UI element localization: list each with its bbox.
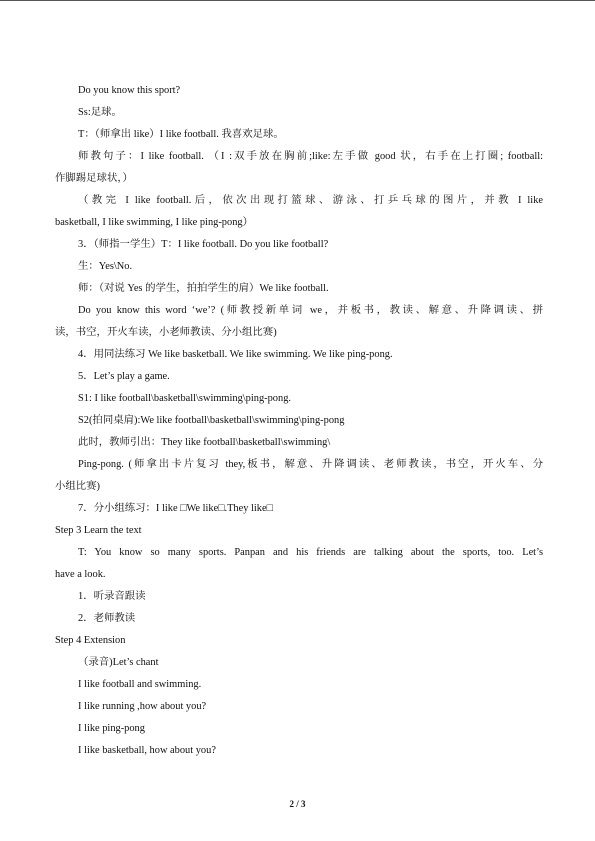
paragraph-line: Ss:足球。 <box>78 107 122 118</box>
paragraph-line: 读，书空，开火车读，小老师教读、分小组比赛) <box>55 327 277 338</box>
paragraph-line: I like ping-pong <box>78 723 145 734</box>
paragraph-line: 2．老师教读 <box>78 613 136 624</box>
paragraph-line: 5．Let’s play a game. <box>78 371 170 382</box>
paragraph-line: 4．用同法练习 We like basketball. We like swimming. We like ping-pong. <box>78 349 393 360</box>
paragraph-line: Do you know this sport? <box>78 85 181 96</box>
paragraph-line: （录音)Let’s chant <box>78 657 159 668</box>
paragraph-line: I like running ,how about you? <box>78 701 207 712</box>
paragraph-line: 此时，教师引出：They like football\basketball\swimming\ <box>78 437 331 448</box>
section-heading: Step 4 Extension <box>55 635 126 646</box>
paragraph-line: I like basketball, how about you? <box>78 745 216 756</box>
paragraph-line: 生：Yes\No. <box>78 261 133 272</box>
document-body <box>55 80 543 762</box>
paragraph-line: Ping-pong. (师拿出卡片复习 they,板书，解意、升降调读、老师教读，书空，开火车、分 <box>78 459 543 470</box>
paragraph-line: have a look. <box>55 569 106 580</box>
paragraph-line: 3．（师指一学生）T：I like football. Do you like football? <box>78 239 329 250</box>
paragraph-line: 1．听录音跟读 <box>78 591 146 602</box>
paragraph-line: S2(拍同桌肩):We like football\basketball\swimming\ping-pong <box>78 415 345 426</box>
paragraph-line: Do you know this word ‘we’? (师教授新单词 we，并板书，教读、解意、升降调读、拼 <box>78 305 543 316</box>
paragraph-line: I like football and swimming. <box>78 679 202 690</box>
header-rule <box>0 0 595 1</box>
paragraph-line: basketball, I like swimming, I like ping-pong） <box>55 217 253 228</box>
paragraph-line: 师：（对说 Yes 的学生，拍拍学生的肩）We like football. <box>78 283 329 294</box>
paragraph-line: S1: I like football\basketball\swimming\ping-pong. <box>78 393 291 404</box>
page-number: 2 / 3 <box>289 799 306 809</box>
paragraph-line: T：（师拿出 like）I like football. 我喜欢足球。 <box>78 129 284 140</box>
paragraph-line: 小组比赛) <box>55 481 101 492</box>
paragraph-line: T: You know so many sports. Panpan and his friends are talking about the sports, too. Let’s <box>78 547 543 558</box>
paragraph-line: 7．分小组练习：I like □We like□.They like□ <box>78 503 273 514</box>
section-heading: Step 3 Learn the text <box>55 525 142 536</box>
paragraph-line: 师教句子：I like football. （I :双手放在胸前;like:左手做 good 状，右手在上打圈; football: <box>78 151 543 162</box>
paragraph-line: 作脚踢足球状，） <box>55 173 133 184</box>
paragraph-line: （教完 I like football.后，依次出现打篮球、游泳、打乒乓球的图片，并教 I like <box>78 195 543 206</box>
